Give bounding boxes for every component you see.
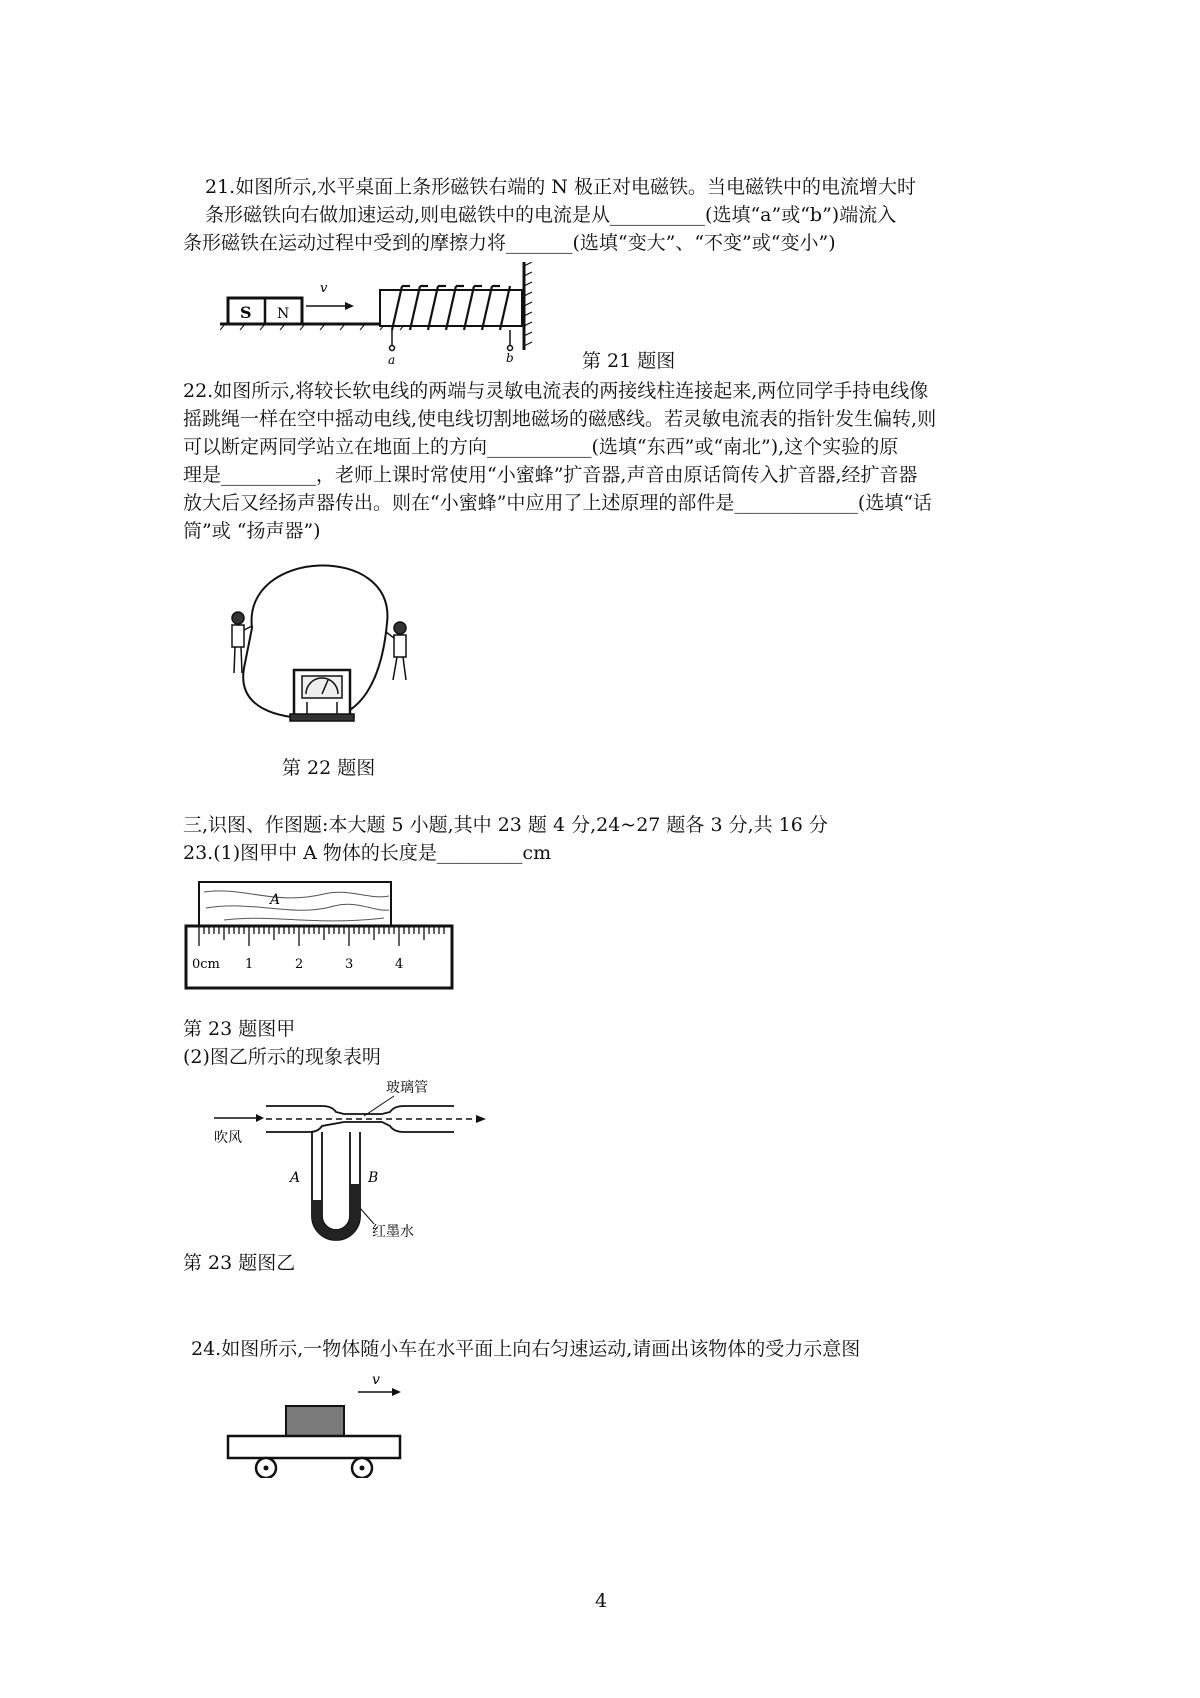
ruler-tick-2: 2 (295, 957, 304, 972)
ruler-tick-3: 3 (345, 957, 354, 972)
section3-heading: 三,识图、作图题:本大题 5 小题,其中 23 题 4 分,24~27 题各 3 分,共 16 分 (183, 814, 828, 836)
q22-line-1: 22.如图所示,将较长软电线的两端与灵敏电流表的两接线柱连接起来,两位同学手持电线像 (183, 380, 929, 402)
q22-line-2: 摇跳绳一样在空中摇动电线,使电线切割地磁场的磁感线。若灵敏电流表的指针发生偏转,则 (183, 408, 937, 430)
page-number: 4 (595, 1590, 608, 1612)
q21-figure (220, 262, 580, 370)
q23-part1: 23.(1)图甲中 A 物体的长度是_________cm (183, 842, 552, 864)
arm-b-label: B (368, 1170, 379, 1186)
q22-figure (222, 558, 422, 738)
cart-velocity-label: v (372, 1372, 380, 1388)
q23-caption1: 第 23 题图甲 (183, 1018, 296, 1040)
velocity-label: v (320, 281, 328, 296)
arm-a-label: A (290, 1170, 301, 1186)
tube-label: 玻璃管 (386, 1080, 428, 1096)
magnet-n-label: N (277, 306, 290, 322)
blow-label: 吹风 (214, 1130, 242, 1146)
q22-line-5: 放大后又经扬声器传出。则在“小蜜蜂”中应用了上述原理的部件是_____________(选填“话 (183, 492, 933, 514)
q23-caption2: 第 23 题图乙 (183, 1252, 296, 1274)
q22-line-6: 筒”或 “扬声器”) (183, 520, 321, 542)
q22-line-4: 理是__________，老师上课时常使用“小蜜蜂”扩音器,声音由原话筒传入扩音器,经扩音器 (183, 464, 918, 486)
q21-line-3: 条形磁铁在运动过程中受到的摩擦力将_______(选填“变大”、“不变”或“变小”) (183, 232, 836, 254)
galvanometer (290, 670, 354, 721)
q22-caption: 第 22 题图 (282, 757, 376, 779)
magnet-s-label: S (240, 303, 252, 322)
cart-object (286, 1406, 344, 1436)
q23-part2: (2)图乙所示的现象表明 (183, 1046, 381, 1068)
right-student (386, 622, 406, 680)
glass-tube (266, 1106, 454, 1114)
q21-caption: 第 21 题图 (582, 350, 676, 372)
ruler (186, 926, 452, 988)
ruler-tick-1: 1 (245, 957, 254, 972)
terminal-a-label: a (388, 353, 396, 367)
liquid-label: 红墨水 (372, 1224, 414, 1240)
venturi-figure (214, 1076, 504, 1246)
q24-text: 24.如图所示,一物体随小车在水平面上向右匀速运动,请画出该物体的受力示意图 (191, 1338, 861, 1360)
q21-line-1: 21.如图所示,水平桌面上条形磁铁右端的 N 极正对电磁铁。当电磁铁中的电流增大时 (205, 176, 916, 198)
q21-line-2: 条形磁铁向右做加速运动,则电磁铁中的电流是从__________(选填“a”或“b”)端流入 (205, 204, 897, 226)
cart-body (228, 1436, 400, 1458)
cart-figure (222, 1368, 412, 1478)
q22-line-3: 可以断定两同学站立在地面上的方向___________(选填“东西”或“南北”),这个实验的原 (183, 436, 899, 458)
red-ink (312, 1184, 360, 1240)
ruler-figure (184, 876, 464, 994)
ruler-tick-0: 0cm (192, 957, 220, 972)
ruler-tick-4: 4 (395, 957, 404, 972)
terminal-b-label: b (506, 351, 514, 365)
object-a-label: A (270, 892, 281, 908)
